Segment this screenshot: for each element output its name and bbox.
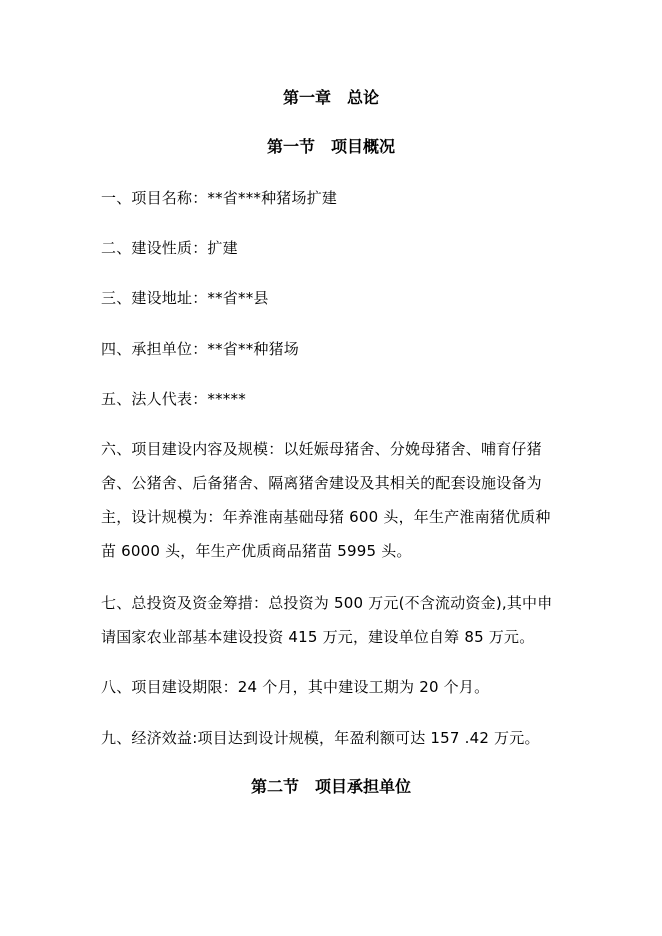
item-undertaking-unit: 四、承担单位：**省**种猪场 — [101, 340, 300, 358]
item-construction-period: 八、项目建设期限：24 个月，其中建设工期为 20 个月。 — [101, 678, 490, 696]
item-scope-line-2: 舍、公猪舍、后备猪舍、隔离猪舍建设及其相关的配套设施设备为 — [101, 474, 542, 492]
section-title-undertaking-unit: 第二节 项目承担单位 — [250, 777, 411, 796]
chapter-title: 第一章 总论 — [282, 88, 379, 107]
item-investment-line-1: 七、总投资及资金筹措：总投资为 500 万元(不含流动资金),其中申 — [101, 594, 553, 612]
item-scope-line-1: 六、项目建设内容及规模：以妊娠母猪舍、分娩母猪舍、哺育仔猪 — [101, 440, 542, 458]
item-scope-line-4: 苗 6000 头，年生产优质商品猪苗 5995 头。 — [101, 542, 412, 560]
section-title-overview: 第一节 项目概况 — [266, 137, 395, 156]
item-scope-line-3: 主，设计规模为：年养淮南基础母猪 600 头，年生产淮南猪优质种 — [101, 508, 551, 526]
item-legal-representative: 五、法人代表：***** — [101, 390, 246, 408]
item-project-name: 一、项目名称：**省***种猪场扩建 — [101, 189, 338, 207]
item-construction-address: 三、建设地址：**省**县 — [101, 289, 269, 307]
item-economic-benefit: 九、经济效益:项目达到设计规模，年盈利额可达 157 .42 万元。 — [101, 729, 540, 747]
item-construction-nature: 二、建设性质：扩建 — [101, 239, 238, 257]
item-investment-line-2: 请国家农业部基本建设投资 415 万元，建设单位自筹 85 万元。 — [101, 628, 535, 646]
